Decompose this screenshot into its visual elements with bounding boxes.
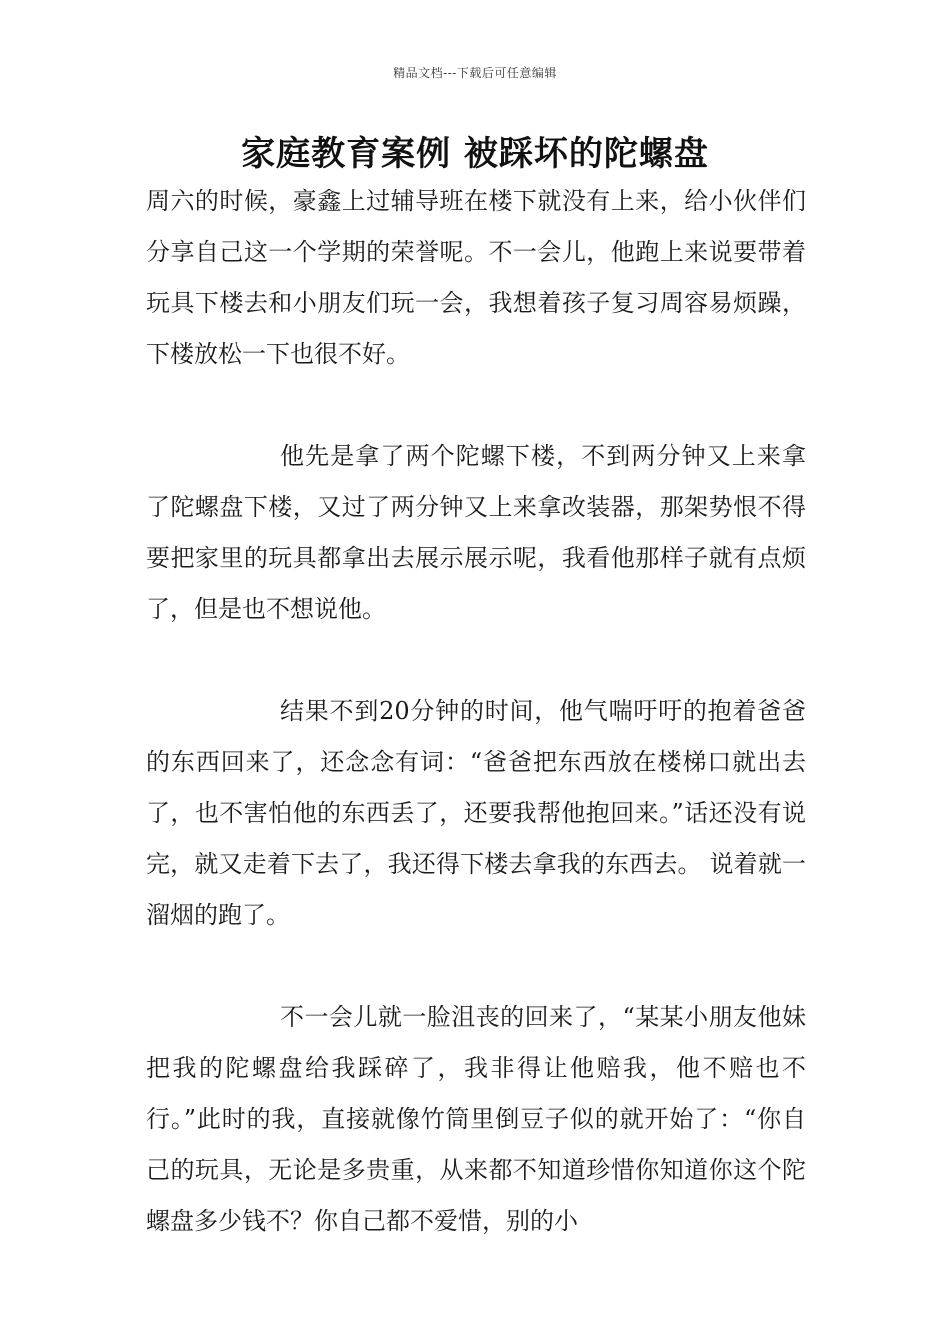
document-title: 家庭教育案例 被踩坏的陀螺盘 — [241, 134, 709, 174]
paragraph-3: 结果不到20分钟的时间，他气喘吁吁的抱着爸爸的东西回来了，还念念有词：“爸爸把东西放在楼梯口就出去了，也不害怕他的东西丢了，还要我帮他抱回来。”话还没有说完，就又走着下去了，我还得下楼去拿我的东西去。 说着就一溜烟的跑了。 — [146, 697, 806, 929]
paragraph-gap — [146, 941, 806, 992]
paragraph-2: 他先是拿了两个陀螺下楼，不到两分钟又上来拿了陀螺盘下楼，又过了两分钟又上来拿改装器，那架势恨不得要把家里的玩具都拿出去展示展示呢，我看他那样子就有点烦了，但是也不想说他。 — [146, 442, 806, 623]
paragraph-gap — [146, 635, 806, 686]
page-header: 精品文档---下载后可任意编辑 — [393, 66, 557, 80]
paragraph-1: 周六的时候，豪鑫上过辅导班在楼下就没有上来，给小伙伴们分享自己这一个学期的荣誉呢。不一会儿，他跑上来说要带着玩具下楼去和小朋友们玩一会，我想着孩子复习周容易烦躁，下楼放松一下也很不好。 — [146, 187, 806, 368]
document-body — [146, 176, 806, 1247]
paragraph-gap — [146, 380, 806, 431]
paragraph-4: 不一会儿就一脸沮丧的回来了，“某某小朋友他妹把我的陀螺盘给我踩碎了，我非得让他赔我，他不赔也不行。”此时的我，直接就像竹筒里倒豆子似的就开始了：“你自己的玩具，无论是多贵重，从来都不知道珍惜你知道你这个陀螺盘多少钱不？你自己都不爱惜，别的小 — [146, 1003, 806, 1235]
